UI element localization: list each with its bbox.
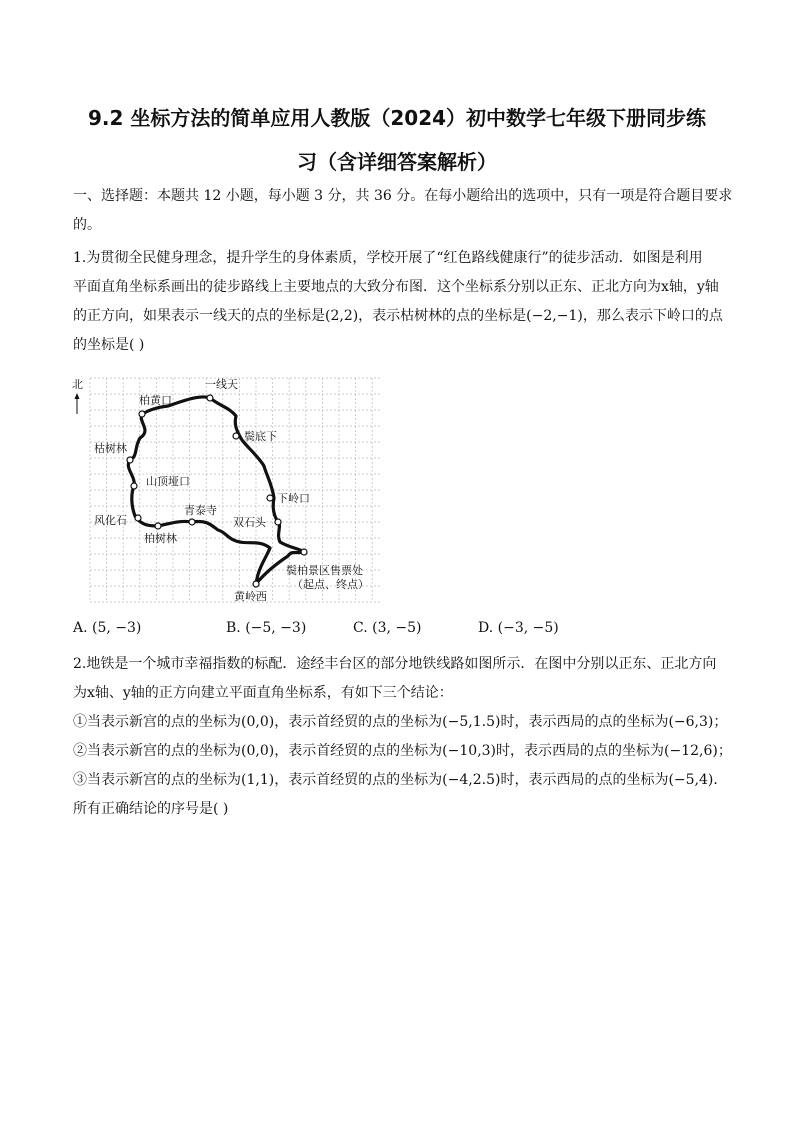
route-map-svg [60, 372, 390, 608]
label-qingtaisi: 青泰寺 [184, 504, 217, 517]
section-line-1: 一、选择题：本题共 12 小题，每小题 3 分，共 36 分。在每小题给出的选项中，只有一项是符合题目要求 [73, 188, 733, 204]
north-label: 北 [72, 378, 83, 391]
hiking-route-map [60, 372, 390, 608]
q2-line-2: 为x轴、y轴的正方向建立平面直角坐标系，有如下三个结论： [73, 685, 453, 701]
option-b[interactable]: B. (−5, −3) [226, 620, 307, 636]
label-shandingyakou: 山顶垭口 [146, 475, 190, 488]
point-shanding [131, 483, 137, 489]
label-huanglingxi: 黄岭西 [234, 590, 267, 603]
option-d[interactable]: D. (−3, −5) [478, 620, 559, 636]
point-mandixia [233, 433, 239, 439]
question-1-stem [73, 244, 723, 360]
q1-line-4: 的坐标是( ) [73, 337, 145, 353]
route-points [127, 395, 307, 587]
label-baihuangkou: 柏黄口 [139, 394, 172, 407]
question-1-options [73, 620, 723, 642]
point-shuangshitou [275, 519, 281, 525]
point-huanglingxi [253, 581, 259, 587]
label-fenghuashi: 风化石 [94, 514, 127, 527]
label-shoupiaochu: 鬓柏景区售票处 [286, 564, 363, 577]
section-instructions [73, 182, 733, 240]
q1-line-2: 平面直角坐标系画出的徒步路线上主要地点的大致分布图．这个坐标系分别以正东、正北方向为x轴，y轴 [73, 279, 719, 295]
q2-line-4: ②当表示新宫的点的坐标为(0,0)，表示首经贸的点的坐标为(−10,3)时，表示西局的点的坐标为(−12,6)； [73, 743, 732, 759]
point-xialingkou [267, 495, 273, 501]
label-shuangshitou: 双石头 [233, 516, 266, 529]
page-title [40, 96, 754, 184]
q2-line-3: ①当表示新宫的点的坐标为(0,0)，表示首经贸的点的坐标为(−5,1.5)时，表示西局的点的坐标为(−6,3)； [73, 714, 728, 730]
q1-line-1: 1.为贯彻全民健身理念，提升学生的身体素质，学校开展了“红色路线健康行”的徒步活动．如图是利用 [73, 250, 703, 266]
point-baihuangkou [139, 411, 145, 417]
route-path [128, 397, 304, 584]
label-mandixia: 鬓底下 [244, 430, 277, 443]
point-kushulin [127, 457, 133, 463]
label-start-end: （起点、终点） [292, 578, 369, 591]
option-a[interactable]: A. (5, −3) [73, 620, 142, 636]
point-fenghuashi [135, 515, 141, 521]
title-line-2: 习（含详细答案解析） [297, 150, 497, 174]
section-line-2: 的。 [73, 217, 101, 233]
label-baishulin: 柏树林 [144, 532, 177, 545]
q2-line-1: 2.地铁是一个城市幸福指数的标配．途经丰台区的部分地铁线路如图所示．在图中分别以正东、正北方向 [73, 656, 717, 672]
q2-line-5: ③当表示新宫的点的坐标为(1,1)，表示首经贸的点的坐标为(−4,2.5)时，表示西局的点的坐标为(−5,4)． [73, 772, 728, 788]
north-arrow-icon [75, 393, 80, 414]
label-xialingkou: 下岭口 [277, 492, 310, 505]
q1-line-3: 的正方向，如果表示一线天的点的坐标是(2,2)，表示枯树林的点的坐标是(−2,−1)，那么表示下岭口的点 [73, 308, 723, 324]
title-line-1: 9.2 坐标方法的简单应用人教版（2024）初中数学七年级下册同步练 [87, 106, 707, 130]
point-qingtaisi [189, 519, 195, 525]
point-yixiantian [207, 395, 213, 401]
q2-line-6: 所有正确结论的序号是( ) [73, 801, 229, 817]
label-yixiantian: 一线天 [205, 378, 238, 391]
point-baishulin [155, 523, 161, 529]
question-2-stem [73, 650, 732, 824]
point-shoupiaochu [301, 549, 307, 555]
option-c[interactable]: C. (3, −5) [353, 620, 422, 636]
label-kushulin: 枯树林 [94, 442, 127, 455]
